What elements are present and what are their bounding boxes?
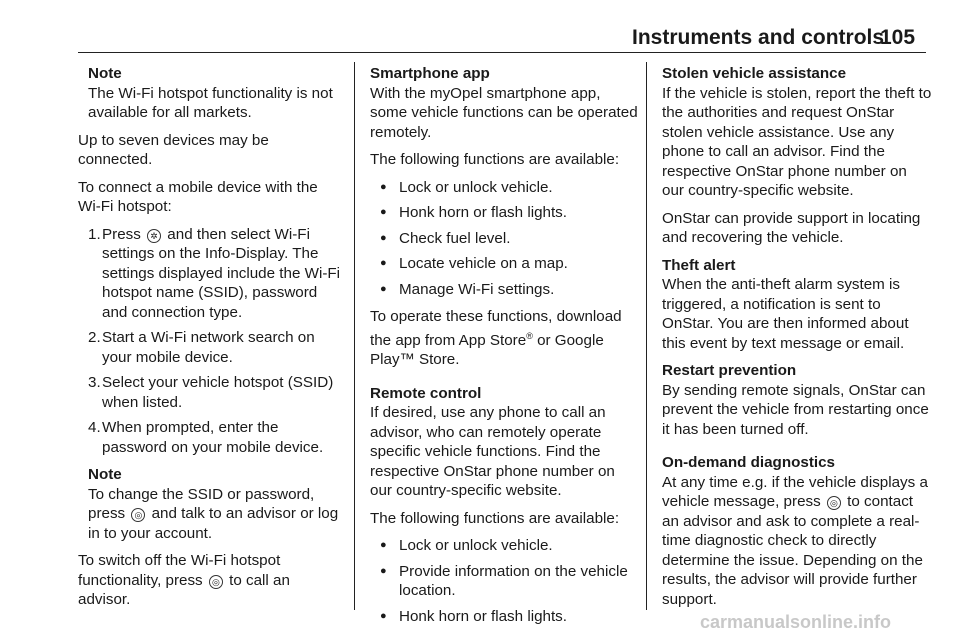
step-number: 2.: [88, 329, 101, 346]
section-restart-prevention: [662, 361, 932, 439]
list-item: ● Locate vehicle on a map.: [370, 254, 638, 274]
download-text-pre: To operate these functions, download the app from App Store: [370, 308, 622, 349]
page-header: [0, 0, 960, 54]
step-number: 1.: [88, 225, 101, 243]
section-theft-alert: [662, 256, 932, 354]
section-text: If desired, use any phone to call an advisor, who can remotely operate specific vehicle functions. Find the respective OnStar phone number on our country-specific website.: [370, 404, 615, 500]
note-text-pre: To change the SSID or password, press: [88, 485, 315, 522]
note-text: The Wi-Fi hotspot functionality is not available for all markets.: [88, 84, 333, 121]
column-2: [370, 64, 638, 634]
onstar-icon: ◎: [131, 508, 145, 522]
registered-mark: ®: [526, 330, 533, 341]
paragraph: The following functions are available:: [370, 509, 620, 527]
header-rule: [78, 52, 926, 53]
section-text: By sending remote signals, OnStar can prevent the vehicle from restarting once it has been turned off.: [662, 381, 929, 438]
note-text-post: and talk to an advisor or log in to your account.: [88, 505, 339, 542]
section-remote-control: [370, 384, 638, 501]
section-text: If the vehicle is stolen, report the theft to the authorities and request OnStar stolen vehicle assistance. Use any phone to call an advisor. Find the respective OnStar phone number on our country-specific website.: [662, 84, 932, 199]
column-1: [78, 64, 344, 618]
remote-functions-list: [370, 536, 638, 626]
paragraph-text-pre: To switch off the Wi-Fi hotspot functionality, press: [78, 552, 281, 589]
step-text: When prompted, enter the password on your mobile device.: [102, 419, 324, 456]
section-smartphone-app: [370, 64, 638, 142]
step-number: 4.: [88, 419, 101, 436]
step-item: [78, 418, 344, 457]
list-item: ● Check fuel level.: [370, 229, 638, 249]
step-item: [78, 373, 344, 412]
column-3: [662, 64, 932, 617]
paragraph: Up to seven devices may be connected.: [78, 131, 269, 168]
paragraph: OnStar can provide support in locating and recovering the vehicle.: [662, 209, 921, 246]
settings-icon: ✲: [147, 229, 161, 243]
section-text-pre: At any time e.g. if the vehicle displays a vehicle message, press: [662, 473, 928, 510]
step-text: Start a Wi-Fi network search on your mobile device.: [102, 329, 315, 366]
step-item: [78, 328, 344, 367]
note-label: Note: [88, 466, 122, 483]
section-heading: Stolen vehicle assistance: [662, 65, 847, 82]
paragraph: To connect a mobile device with the Wi-Fi hotspot:: [78, 178, 318, 215]
list-item: ● Honk horn or flash lights.: [370, 203, 638, 223]
list-item: ● Manage Wi-Fi settings.: [370, 280, 638, 300]
note-block: [78, 465, 344, 543]
section-heading: Restart prevention: [662, 362, 797, 379]
section-text: With the myOpel smartphone app, some vehicle functions can be operated remotely.: [370, 84, 638, 141]
step-text-post: and then select Wi-Fi settings on the Info-Display. The settings displayed include the Wi-Fi hotspot name (SSID), password and connection type.: [102, 225, 341, 321]
note-label: Note: [88, 65, 122, 82]
onstar-icon: ◎: [827, 496, 841, 510]
step-text: Select your vehicle hotspot (SSID) when listed.: [102, 374, 334, 411]
section-text-post: to contact an advisor and ask to complete a real-time diagnostic check to directly determine the issue. Depending on the results, the advisor will provide further support.: [662, 493, 923, 608]
steps-list: [78, 225, 344, 458]
section-stolen-vehicle: [662, 64, 932, 201]
paragraph: The following functions are available:: [370, 151, 620, 168]
page-title: Instruments and controls: [632, 26, 885, 49]
step-number: 3.: [88, 374, 101, 391]
column-divider: [354, 62, 355, 610]
note-block: [78, 64, 344, 123]
onstar-icon: ◎: [209, 575, 223, 589]
section-heading: Smartphone app: [370, 65, 490, 82]
watermark: carmanualsonline.info: [700, 612, 892, 632]
paragraph: [78, 551, 344, 610]
list-item: ● Lock or unlock vehicle.: [370, 536, 638, 556]
column-divider: [646, 62, 647, 610]
download-text-post: or Google Play™ Store.: [370, 331, 604, 369]
section-diagnostics: [662, 453, 932, 609]
step-text-pre: Press: [102, 225, 141, 243]
section-text: When the anti-theft alarm system is triggered, a notification is sent to OnStar. You are then informed about this event by text message or email.: [662, 276, 909, 352]
paragraph: [370, 307, 638, 370]
section-heading: Remote control: [370, 384, 482, 402]
step-item: [78, 225, 344, 323]
page-number: 105: [880, 26, 916, 49]
paragraph-text-post: to call an advisor.: [78, 571, 290, 608]
section-heading: Theft alert: [662, 256, 736, 274]
functions-list: [370, 178, 638, 300]
list-item: ● Honk horn or flash lights.: [370, 607, 638, 627]
list-item: ● Provide information on the vehicle location.: [370, 562, 638, 601]
section-heading: On-demand diagnostics: [662, 454, 835, 471]
list-item: ● Lock or unlock vehicle.: [370, 178, 638, 198]
